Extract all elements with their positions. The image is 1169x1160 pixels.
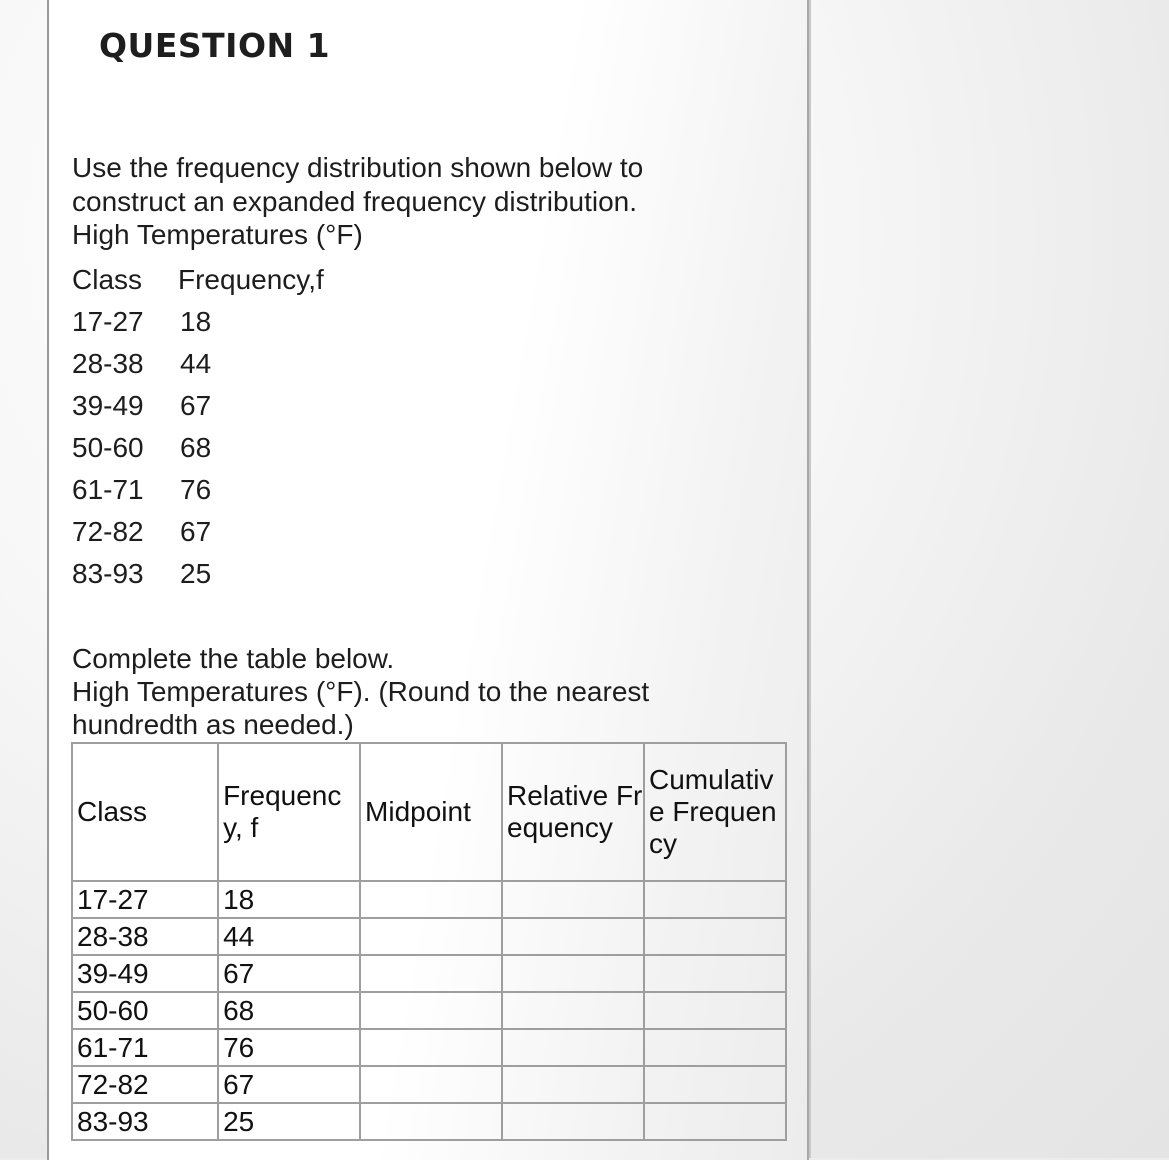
table-row: [72, 1066, 786, 1103]
instruction-line: Complete the table below.: [72, 643, 395, 674]
class-cell: 39-49: [72, 955, 218, 992]
midpoint-input[interactable]: [360, 918, 502, 955]
frequency-cell: 67: [218, 955, 360, 992]
cumulative-frequency-input[interactable]: [644, 881, 786, 918]
midpoint-input[interactable]: [360, 1029, 502, 1066]
source-frequency-cell: 68: [180, 432, 212, 463]
relative-frequency-input[interactable]: [502, 1066, 644, 1103]
source-class-cell: 83-93: [72, 558, 144, 589]
frequency-cell: 76: [218, 1029, 360, 1066]
prompt-line: High Temperatures (°F): [72, 219, 363, 250]
midpoint-input[interactable]: [360, 1103, 502, 1140]
source-frequency-cell: 25: [180, 558, 212, 589]
relative-frequency-input[interactable]: [502, 955, 644, 992]
relative-frequency-input[interactable]: [502, 1103, 644, 1140]
source-class-cell: 72-82: [72, 516, 144, 547]
frequency-cell: 18: [218, 881, 360, 918]
source-header-class: Class: [72, 264, 143, 295]
class-cell: 72-82: [72, 1066, 218, 1103]
source-class-cell: 39-49: [72, 390, 144, 421]
source-class-cell: 17-27: [72, 306, 144, 337]
table-row: [72, 955, 786, 992]
class-cell: 83-93: [72, 1103, 218, 1140]
instruction-line: High Temperatures (°F). (Round to the nearest: [72, 676, 650, 707]
header-class: Class: [72, 743, 218, 881]
class-cell: 17-27: [72, 881, 218, 918]
source-class-cell: 50-60: [72, 432, 144, 463]
midpoint-input[interactable]: [360, 881, 502, 918]
header-cumulative-frequency: Cumulative Frequency: [644, 743, 786, 881]
prompt-line: construct an expanded frequency distribution.: [72, 185, 638, 217]
source-frequency-cell: 76: [180, 474, 212, 505]
table-instructions: [72, 642, 649, 741]
table-row: [72, 918, 786, 955]
header-frequency: Frequency, f: [218, 743, 360, 881]
midpoint-input[interactable]: [360, 992, 502, 1029]
header-midpoint: Midpoint: [360, 743, 502, 881]
relative-frequency-input[interactable]: [502, 881, 644, 918]
header-relative-frequency: Relative Frequency: [502, 743, 644, 881]
cumulative-frequency-input[interactable]: [644, 1066, 786, 1103]
expanded-frequency-table: [71, 742, 787, 1141]
relative-frequency-input[interactable]: [502, 918, 644, 955]
table-row: [72, 881, 786, 918]
prompt-line: Use the frequency distribution shown below to: [72, 152, 644, 183]
class-cell: 50-60: [72, 992, 218, 1029]
midpoint-input[interactable]: [360, 955, 502, 992]
cumulative-frequency-input[interactable]: [644, 955, 786, 992]
source-class-cell: 61-71: [72, 474, 144, 505]
source-header-frequency: Frequency,f: [178, 264, 324, 295]
table-row: [72, 1029, 786, 1066]
class-cell: 61-71: [72, 1029, 218, 1066]
answer-table-header: [72, 743, 786, 881]
source-frequency-cell: 18: [180, 306, 212, 337]
instruction-line: hundredth as needed.): [72, 709, 354, 740]
cumulative-frequency-input[interactable]: [644, 992, 786, 1029]
frequency-cell: 44: [218, 918, 360, 955]
source-frequency-cell: 67: [180, 390, 212, 421]
relative-frequency-input[interactable]: [502, 1029, 644, 1066]
table-row: [72, 1103, 786, 1140]
cumulative-frequency-input[interactable]: [644, 918, 786, 955]
frequency-cell: 67: [218, 1066, 360, 1103]
source-frequency-cell: 67: [180, 516, 212, 547]
cumulative-frequency-input[interactable]: [644, 1103, 786, 1140]
class-cell: 28-38: [72, 918, 218, 955]
panel-divider: [809, 0, 811, 1158]
source-class-cell: 28-38: [72, 348, 144, 379]
frequency-cell: 25: [218, 1103, 360, 1140]
relative-frequency-input[interactable]: [502, 992, 644, 1029]
frequency-cell: 68: [218, 992, 360, 1029]
question-title: QUESTION 1: [99, 26, 331, 65]
source-frequency-cell: 44: [180, 348, 212, 379]
cumulative-frequency-input[interactable]: [644, 1029, 786, 1066]
midpoint-input[interactable]: [360, 1066, 502, 1103]
question-prompt: [72, 151, 712, 252]
table-row: [72, 992, 786, 1029]
